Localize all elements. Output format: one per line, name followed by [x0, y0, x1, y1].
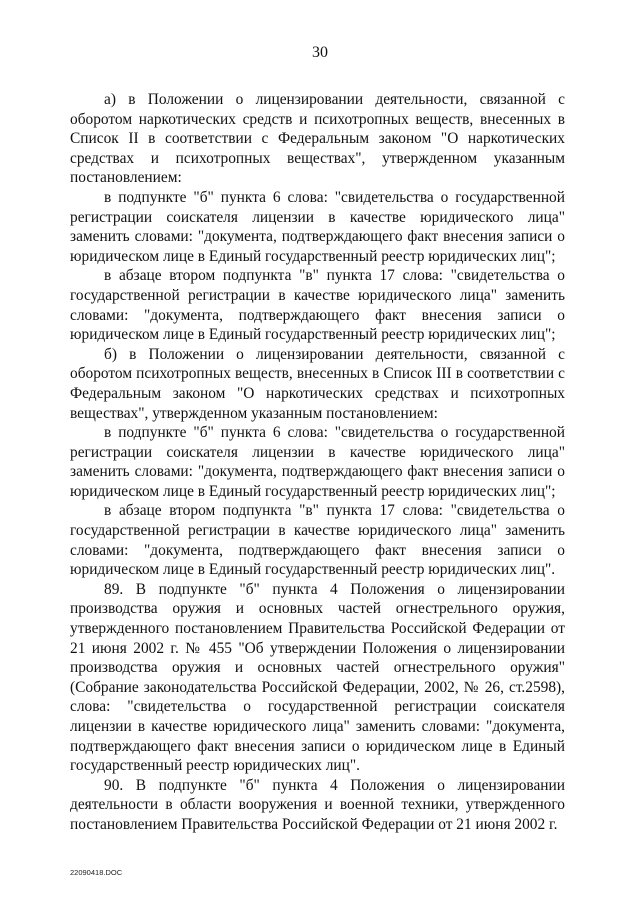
paragraph-b-item-2: в абзаце втором подпункта "в" пункта 17 слова: "свидетельства о государственной регистрации в качестве юридического лица" заменить словами: "документа, подтверждающего факт внесения записи о юридическом лице в Единый государственный реестр юридических лиц".	[70, 502, 565, 579]
footer-document-code: 22090418.DOC	[70, 868, 123, 877]
paragraph-a: а) в Положении о лицензировании деятельности, связанной с оборотом наркотических средств и психотропных веществ, внесенных в Список II в соответствии с Федеральным законом "О наркотических средствах и психотропных веществах", утвержденном указанным постановлением:	[70, 91, 565, 187]
document-body	[70, 90, 565, 835]
page-number: 30	[312, 44, 328, 61]
paragraph-b: б) в Положении о лицензировании деятельности, связанной с оборотом психотропных веществ, внесенных в Список III в соответствии с Федеральным законом "О наркотических средствах и психотропных веществах", утвержденном указанным постановлением:	[70, 345, 565, 422]
paragraph-a-item-1: в подпункте "б" пункта 6 слова: "свидетельства о государственной регистрации соискателя лицензии в качестве юридического лица" заменить словами: "документа, подтверждающего факт внесения записи о юридическом лице в Единый государственный реестр юридических лиц";	[70, 188, 565, 265]
paragraph-89: 89. В подпункте "б" пункта 4 Положения о лицензировании производства оружия и основных частей огнестрельного оружия, утвержденного постановлением Правительства Российской Федерации от 21 июня 2002 г. № 455 "Об утверждении Положения о лицензировании производства оружия и основных частей огнестрельного оружия" (Собрание законодательства Российской Федерации, 2002, № 26, ст.2598), слова: "свидетельства о государственной регистрации соискателя лицензии в качестве юридического лица" заменить словами: "документа, подтверждающего факт внесения записи о юридическом лице в Единый государственный реестр юридических лиц".	[70, 580, 565, 775]
paragraph-a-item-2: в абзаце втором подпункта "в" пункта 17 слова: "свидетельства о государственной регистрации в качестве юридического лица" заменить словами: "документа, подтверждающего факт внесения записи о юридическом лице в Единый государственный реестр юридических лиц";	[70, 267, 565, 344]
paragraph-b-item-1: в подпункте "б" пункта 6 слова: "свидетельства о государственной регистрации соискателя лицензии в качестве юридического лица" заменить словами: "документа, подтверждающего факт внесения записи о юридическом лице в Единый государственный реестр юридических лиц";	[70, 424, 565, 500]
paragraph-90: 90. В подпункте "б" пункта 4 Положения о лицензировании деятельности в области вооружения и военной техники, утвержденного постановлением Правительства Российской Федерации от 21 июня 2002 г.	[70, 776, 565, 833]
